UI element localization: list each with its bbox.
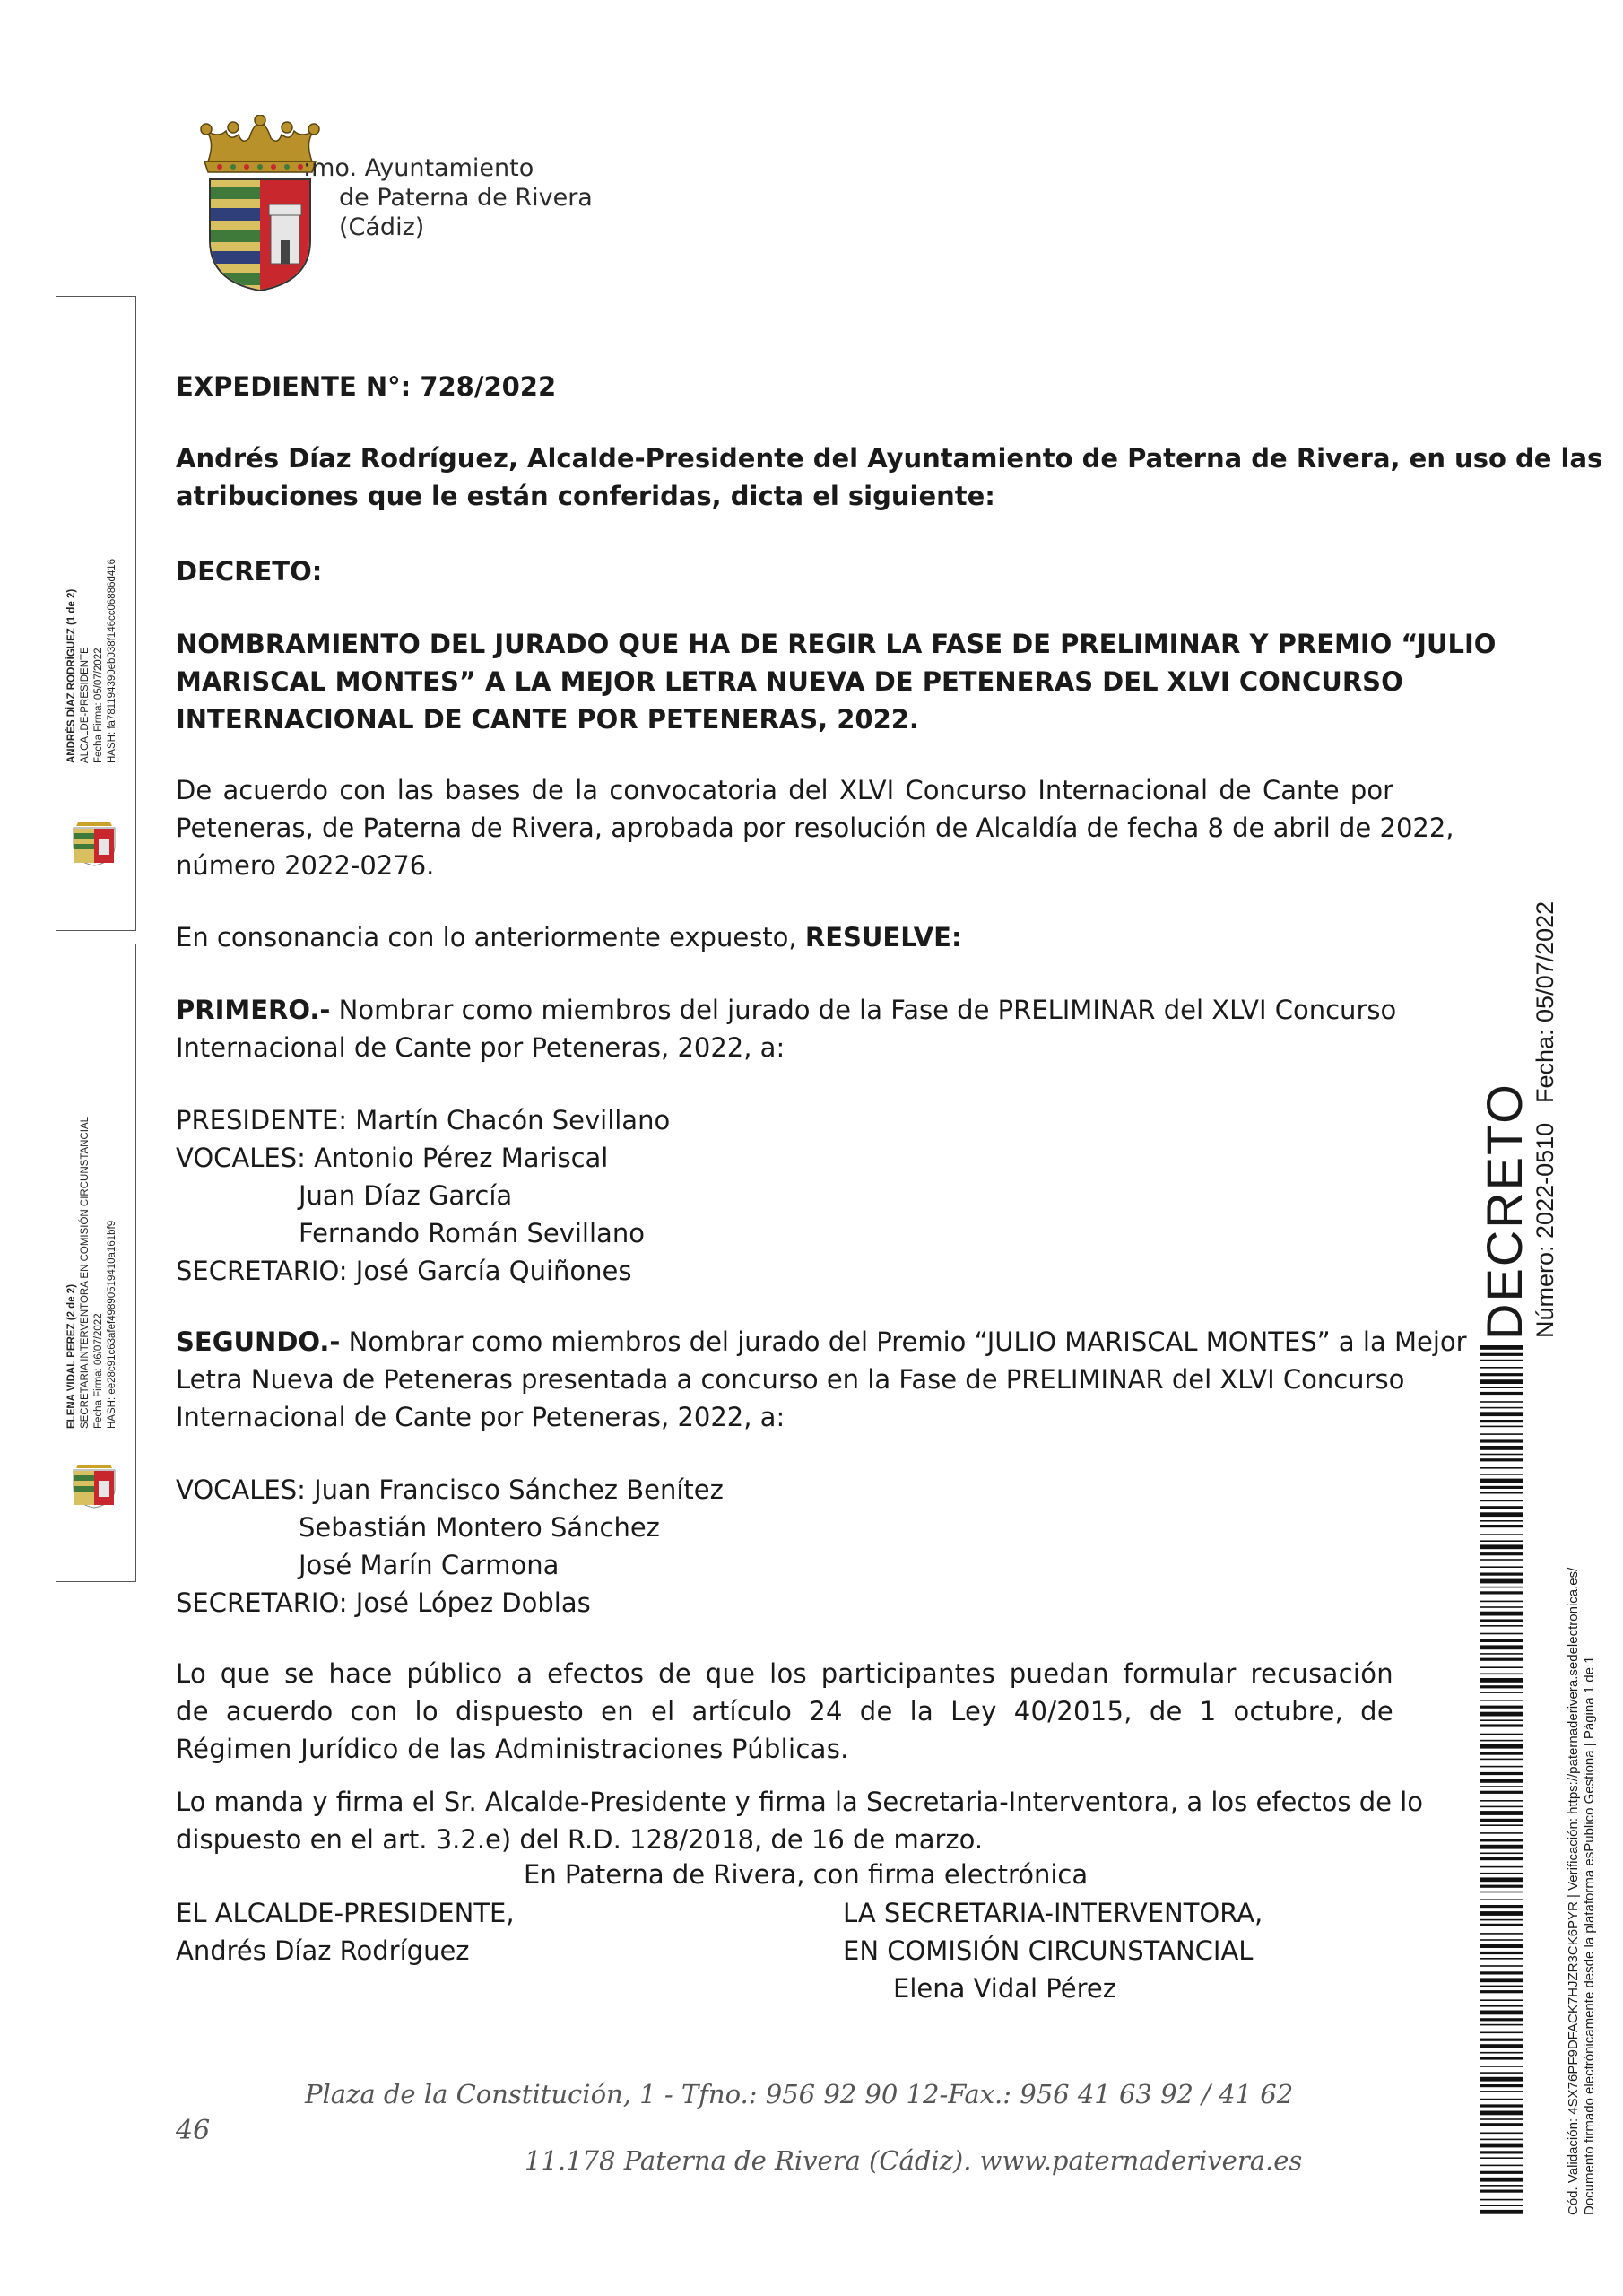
- consonancia-paragraph: [176, 918, 962, 956]
- sign-hash: HASH: ee28c91c63afef49890519410a161bf9: [107, 1220, 117, 1429]
- signature-crest-icon: [71, 1465, 117, 1509]
- org-name-line-1: :mo. Ayuntamiento: [303, 154, 534, 182]
- signer-role: SECRETARIA INTERVENTORA EN COMISIÓN CIRCUNSTANCIAL: [80, 1116, 91, 1429]
- jury-member: VOCALES: Antonio Pérez Mariscal: [176, 1143, 609, 1173]
- secretary-name: Elena Vidal Pérez: [893, 1973, 1116, 2004]
- signature-box-secretary: [56, 944, 136, 1582]
- decreto-stamp-number: Número: 2022-0510: [1532, 1122, 1558, 1338]
- validation-barcode: [1480, 1345, 1523, 2215]
- publico-paragraph: [176, 1655, 1393, 1768]
- signature-box-mayor: [56, 296, 136, 931]
- page-number: 46: [176, 2115, 211, 2146]
- signer-name: ELENA VIDAL PEREZ (2 de 2): [66, 1283, 77, 1429]
- mayor-role: EL ALCALDE-PRESIDENTE,: [176, 1898, 515, 1928]
- primero-label: PRIMERO.-: [176, 995, 331, 1025]
- manda-line: Lo manda y firma el Sr. Alcalde-Presidente y firma la Secretaria-Interventora, a los efectos de lo: [176, 1787, 1424, 1817]
- jury-member: Fernando Román Sevillano: [299, 1218, 645, 1248]
- publico-line: Régimen Jurídico de las Administraciones Públicas.: [176, 1734, 849, 1764]
- secretary-role: EN COMISIÓN CIRCUNSTANCIAL: [843, 1935, 1254, 1966]
- segundo-jury-list: [176, 1471, 724, 1622]
- primero-paragraph: [176, 991, 1397, 1066]
- signer-role: ALCALDE-PRESIDENTE: [80, 647, 91, 763]
- primero-line: Internacional de Cante por Peteneras, 2022, a:: [176, 1032, 785, 1063]
- footer-address: Plaza de la Constitución, 1 - Tfno.: 956 92 90 12-Fax.: 956 41 63 92 / 41 62: [305, 2079, 1294, 2109]
- title-line: INTERNACIONAL DE CANTE POR PETENERAS, 2022.: [176, 704, 919, 735]
- segundo-line: Internacional de Cante por Peteneras, 2022, a:: [176, 1402, 785, 1432]
- segundo-line: Letra Nueva de Peteneras presentada a concurso en la Fase de PRELIMINAR del XLVI Concurso: [176, 1364, 1405, 1395]
- acuerdo-line: De acuerdo con las bases de la convocatoria del XLVI Concurso Internacional de Cante por: [176, 775, 1393, 805]
- decree-title: [176, 625, 1497, 738]
- intro-paragraph: [176, 439, 1603, 515]
- signature-crest-icon: [71, 822, 117, 867]
- manda-line: En Paterna de Rivera, con firma electrónica: [524, 1859, 1089, 1890]
- expediente-number: EXPEDIENTE N°: 728/2022: [176, 371, 557, 402]
- mayor-name: Andrés Díaz Rodríguez: [176, 1935, 470, 1966]
- coat-of-arms-logo: [197, 115, 323, 294]
- title-line: NOMBRAMIENTO DEL JURADO QUE HA DE REGIR LA FASE DE PRELIMINAR Y PREMIO “JULIO: [176, 629, 1497, 659]
- title-line: MARISCAL MONTES” A LA MEJOR LETRA NUEVA DE PETENERAS DEL XLVI CONCURSO: [176, 666, 1403, 697]
- jury-member: SECRETARIO: José García Quiñones: [176, 1256, 632, 1286]
- jury-member: Juan Díaz García: [299, 1180, 513, 1211]
- jury-member: PRESIDENTE: Martín Chacón Sevillano: [176, 1105, 671, 1135]
- org-name-line-2: de Paterna de Rivera: [339, 184, 593, 212]
- primero-line: Nombrar como miembros del jurado de la Fase de PRELIMINAR del XLVI Concurso: [330, 995, 1397, 1025]
- decreto-stamp-date: Fecha: 05/07/2022: [1532, 900, 1558, 1103]
- sign-hash: HASH: fa781194390eb038f146cc06886d416: [107, 558, 117, 763]
- acuerdo-paragraph: [176, 771, 1454, 884]
- decreto-stamp-title: DECRETO: [1476, 1083, 1532, 1340]
- intro-line: atribuciones que le están conferidas, dicta el siguiente:: [176, 481, 995, 511]
- segundo-paragraph: [176, 1323, 1467, 1436]
- acuerdo-line: número 2022-0276.: [176, 850, 435, 881]
- jury-member: SECRETARIO: José López Doblas: [176, 1587, 591, 1618]
- secretary-role: LA SECRETARIA-INTERVENTORA,: [843, 1898, 1263, 1928]
- acuerdo-line: Peteneras, de Paterna de Rivera, aprobada por resolución de Alcaldía de fecha 8 de abril de 2022,: [176, 813, 1454, 843]
- sign-date: Fecha Firma: 05/07/2022: [93, 648, 104, 763]
- publico-line: Lo que se hace público a efectos de que los participantes puedan formular recusación: [176, 1658, 1393, 1689]
- segundo-label: SEGUNDO.-: [176, 1326, 341, 1357]
- resuelve-label: RESUELVE:: [804, 922, 962, 952]
- jury-member: Sebastián Montero Sánchez: [299, 1512, 660, 1543]
- mayor-signature-block: [176, 1894, 515, 1970]
- jury-member: José Marín Carmona: [299, 1550, 560, 1580]
- footer-city-website: 11.178 Paterna de Rivera (Cádiz). www.paternaderivera.es: [525, 2145, 1303, 2176]
- primero-jury-list: [176, 1101, 670, 1290]
- sign-date: Fecha Firma: 06/07/2022: [93, 1313, 104, 1429]
- segundo-line: Nombrar como miembros del jurado del Premio “JULIO MARISCAL MONTES” a la Mejor: [340, 1326, 1467, 1357]
- jury-member: VOCALES: Juan Francisco Sánchez Benítez: [176, 1474, 724, 1505]
- publico-line: de acuerdo con lo dispuesto en el artículo 24 de la Ley 40/2015, de 1 octubre, de: [176, 1696, 1393, 1726]
- org-name-line-3: (Cádiz): [339, 213, 425, 241]
- decreto-heading: DECRETO:: [176, 556, 323, 587]
- signer-name: ANDRÉS DÍAZ RODRÍGUEZ (1 de 2): [66, 588, 77, 763]
- intro-line: Andrés Díaz Rodríguez, Alcalde-Presidente del Ayuntamiento de Paterna de Rivera, en uso de las: [176, 443, 1603, 474]
- consonancia-text: En consonancia con lo anteriormente expuesto,: [176, 922, 805, 952]
- manda-line: dispuesto en el art. 3.2.e) del R.D. 128/2018, de 16 de marzo.: [176, 1824, 984, 1855]
- manda-paragraph: [176, 1783, 1424, 1891]
- validation-code: Cód. Validación: 4SX76PF9DFACK7HJZR3CK6PYR | Verificación: https://paternaderivera.sedelectronica.es/: [1566, 1567, 1581, 2215]
- platform-note: Documento firmado electrónicamente desde la plataforma esPublico Gestiona | Página 1 de 1: [1582, 1656, 1597, 2215]
- secretary-signature-block: [843, 1894, 1263, 2007]
